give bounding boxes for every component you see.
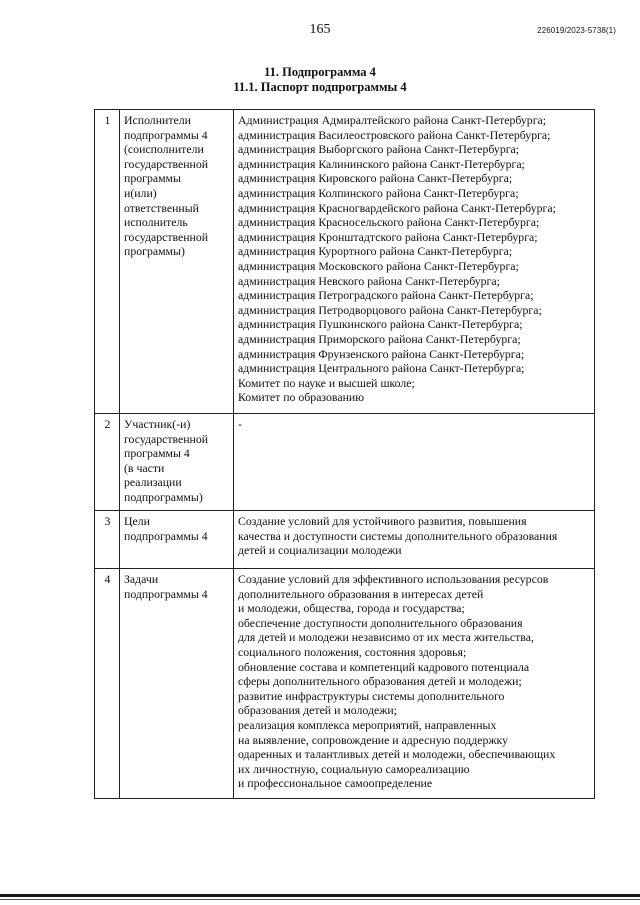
- row-content-line: администрация Кронштадтского района Санкт-Петербурга;: [238, 229, 538, 244]
- row-content-line: качества и доступности системы дополнительного образования: [238, 528, 558, 543]
- row-content-line: развитие инфраструктуры системы дополнительного: [238, 688, 505, 703]
- row-content-line: обеспечение доступности дополнительного образования: [238, 615, 523, 630]
- row-content-line: администрация Курортного района Санкт-Петербурга;: [238, 244, 513, 259]
- row-content-line: администрация Петроградского района Санкт-Петербурга;: [238, 288, 534, 303]
- row-content-line: сферы дополнительного образования детей и молодежи;: [238, 674, 522, 689]
- row-label-line: Задачи: [124, 572, 159, 586]
- row-content-line: администрация Невского района Санкт-Петербурга;: [238, 273, 500, 288]
- row-label-cell: [120, 569, 234, 799]
- row-label-line: (в части: [124, 460, 165, 475]
- table-row: [95, 511, 595, 569]
- row-content-line: администрация Московского района Санкт-Петербурга;: [238, 258, 519, 273]
- row-content-cell: [234, 110, 595, 414]
- row-label-line: подпрограммы 4: [124, 127, 208, 142]
- bottom-border-line-thin: [0, 899, 640, 900]
- section-heading: [0, 65, 640, 95]
- row-content-cell: [234, 569, 595, 799]
- row-content-line: детей и социализации молодежи: [238, 543, 402, 558]
- passport-table: [94, 109, 595, 799]
- row-content-line: и молодежи, общества, города и государства;: [238, 601, 465, 616]
- row-label-line: подпрограммы 4: [124, 586, 208, 601]
- row-number: 3: [95, 511, 120, 569]
- row-content-line: администрация Кировского района Санкт-Петербурга;: [238, 171, 513, 186]
- row-number: 1: [95, 110, 120, 414]
- row-label-cell: [120, 110, 234, 414]
- row-number: 2: [95, 414, 120, 511]
- row-label-line: и(или): [124, 185, 157, 200]
- row-content-line: одаренных и талантливых детей и молодежи, обеспечивающих: [238, 747, 556, 762]
- row-content-line: администрация Василеостровского района Санкт-Петербурга;: [238, 127, 551, 142]
- table-row: [95, 569, 595, 799]
- row-content-line: -: [238, 417, 242, 431]
- row-content-line: администрация Колпинского района Санкт-Петербурга;: [238, 185, 519, 200]
- row-content-line: обновление состава и компетенций кадрового потенциала: [238, 659, 530, 674]
- row-content-line: и профессиональное самоопределение: [238, 776, 433, 791]
- row-label-cell: [120, 414, 234, 511]
- row-content-line: администрация Красногвардейского района Санкт-Петербурга;: [238, 200, 556, 215]
- row-label-line: ответственный: [124, 200, 199, 215]
- row-content-line: администрация Пушкинского района Санкт-Петербурга;: [238, 317, 523, 332]
- row-label-cell: [120, 511, 234, 569]
- row-content-line: образования детей и молодежи;: [238, 703, 397, 718]
- row-content-line: администрация Приморского района Санкт-Петербурга;: [238, 331, 521, 346]
- row-label-line: программы): [124, 244, 185, 259]
- row-label-line: Участник(-и): [124, 417, 191, 431]
- subprogram-title: 11. Подпрограмма 4: [264, 65, 376, 79]
- row-label-line: программы: [124, 171, 181, 186]
- table-row: [95, 414, 595, 511]
- row-content-line: для детей и молодежи независимо от их места жительства,: [238, 630, 534, 645]
- row-content-line: Создание условий для устойчивого развития, повышения: [238, 514, 527, 528]
- row-content-line: на выявление, сопровождение и адресную поддержку: [238, 732, 509, 747]
- bottom-border-line: [0, 894, 640, 897]
- row-content-line: администрация Петродворцового района Санкт-Петербурга;: [238, 302, 542, 317]
- page-number: 165: [309, 22, 331, 37]
- table-row: [95, 110, 595, 414]
- row-content-line: администрация Калининского района Санкт-Петербурга;: [238, 156, 525, 171]
- row-label-line: Исполнители: [124, 113, 191, 127]
- row-label-line: государственной: [124, 156, 209, 171]
- row-label-line: государственной: [124, 431, 209, 446]
- row-content-line: администрация Красносельского района Санкт-Петербурга;: [238, 215, 540, 230]
- row-content-line: реализация комплекса мероприятий, направленных: [238, 717, 497, 732]
- row-content-line: администрация Центрального района Санкт-Петербурга;: [238, 361, 525, 376]
- row-content-line: Комитет по образованию: [238, 390, 365, 405]
- row-content-line: администрация Выборгского района Санкт-Петербурга;: [238, 142, 520, 157]
- row-label-line: программы 4: [124, 446, 190, 461]
- row-label-line: государственной: [124, 229, 209, 244]
- row-label-line: (соисполнители: [124, 142, 204, 157]
- row-content-line: Администрация Адмиралтейского района Санкт-Петербурга;: [238, 113, 547, 127]
- row-number: 4: [95, 569, 120, 799]
- passport-title: 11.1. Паспорт подпрограммы 4: [233, 80, 407, 94]
- row-content-line: их личностную, социальную самореализацию: [238, 761, 470, 776]
- row-content-line: администрация Фрунзенского района Санкт-Петербурга;: [238, 346, 525, 361]
- row-label-line: подпрограммы): [124, 489, 203, 504]
- row-label-line: подпрограммы 4: [124, 528, 208, 543]
- document-id: 226019/2023-5738(1): [537, 26, 616, 35]
- row-content-line: Создание условий для эффективного использования ресурсов: [238, 572, 549, 586]
- row-content-cell: [234, 414, 595, 511]
- row-label-line: исполнитель: [124, 215, 188, 230]
- row-content-line: Комитет по науке и высшей школе;: [238, 375, 415, 390]
- row-content-cell: [234, 511, 595, 569]
- row-label-line: Цели: [124, 514, 150, 528]
- row-content-line: дополнительного образования в интересах детей: [238, 586, 484, 601]
- row-label-line: реализации: [124, 475, 182, 490]
- row-content-line: социального положения, состояния здоровья;: [238, 644, 467, 659]
